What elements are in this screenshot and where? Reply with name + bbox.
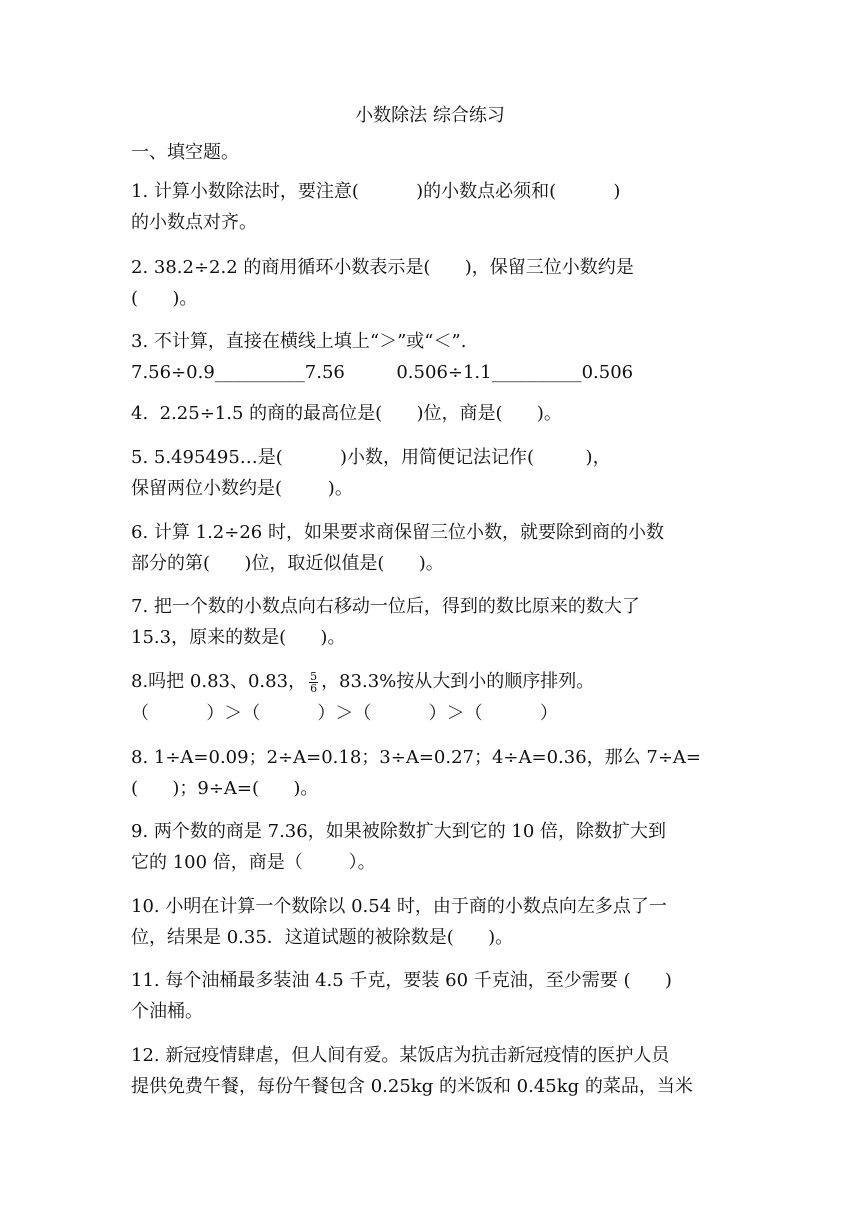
q2-line-2: ( )。 <box>131 288 198 309</box>
q11-line-2: 个油桶。 <box>131 1001 203 1022</box>
fraction-denominator: 6 <box>310 681 318 695</box>
q7-line-1: 7. 把一个数的小数点向右移动一位后，得到的数比原来的数大了 <box>131 596 640 617</box>
q8-ordering-line <box>131 670 594 694</box>
q3-line-2: 7.56÷0.9__________7.56 0.506÷1.1__________0.506 <box>131 362 634 383</box>
q8b-line-2: ( )；9÷A=( )。 <box>131 778 319 799</box>
q7-line-2: 15.3，原来的数是( )。 <box>131 627 346 648</box>
q8b-line-1: 8. 1÷A=0.09；2÷A=0.18；3÷A=0.27；4÷A=0.36，那么 7÷A= <box>131 747 702 768</box>
q8-fraction <box>309 671 318 694</box>
q12-line-2: 提供免费午餐，每份午餐包含 0.25kg 的米饭和 0.45kg 的菜品，当米 <box>131 1076 693 1097</box>
q11-line-1: 11. 每个油桶最多装油 4.5 千克，要装 60 千克油，至少需要 ( ) <box>131 970 672 991</box>
q8-separator: ， <box>288 671 307 692</box>
q1-line-2: 的小数点对齐。 <box>131 212 257 233</box>
q8-answer-blanks: （ ）＞（ ）＞（ ）＞（ ） <box>131 703 558 724</box>
q9-line-1: 9. 两个数的商是 7.36，如果被除数扩大到它的 10 倍，除数扩大到 <box>131 821 667 842</box>
q10-line-1: 10. 小明在计算一个数除以 0.54 时，由于商的小数点向左多点了一 <box>131 896 667 917</box>
section-heading: 一、填空题。 <box>131 142 239 163</box>
q5-line-1: 5. 5.495495…是( )小数，用简便记法记作( )， <box>131 447 611 468</box>
q3-line-1: 3. 不计算，直接在横线上填上“＞”或“＜”. <box>131 331 467 352</box>
page-title: 小数除法 综合练习 <box>355 105 505 126</box>
q6-line-1: 6. 计算 1.2÷26 时，如果要求商保留三位小数，就要除到商的小数 <box>131 522 664 543</box>
q5-line-2: 保留两位小数约是( )。 <box>131 478 353 499</box>
q4-line: 4. 2.25÷1.5 的商的最高位是( )位，商是( )。 <box>131 403 562 424</box>
q6-line-2: 部分的第( )位，取近似值是( )。 <box>131 553 444 574</box>
fraction-numerator: 5 <box>310 669 318 683</box>
q8-prefix: 8.吗把 0.83、0. <box>131 671 266 692</box>
q1-line-1: 1. 计算小数除法时，要注意( )的小数点必须和( ) <box>131 181 621 202</box>
q8-suffix: ，83.3%按从大到小的顺序排列。 <box>321 671 595 692</box>
q9-line-2: 它的 100 倍，商是（ ）。 <box>131 852 376 873</box>
q10-line-2: 位，结果是 0.35．这道试题的被除数是( )。 <box>131 927 514 948</box>
q12-line-1: 12. 新冠疫情肆虐，但人间有爱。某饭店为抗击新冠疫情的医护人员 <box>131 1045 670 1066</box>
q8-repeating-digits: 83 <box>265 671 289 692</box>
q2-line-1: 2. 38.2÷2.2 的商用循环小数表示是( )，保留三位小数约是 <box>131 257 634 278</box>
